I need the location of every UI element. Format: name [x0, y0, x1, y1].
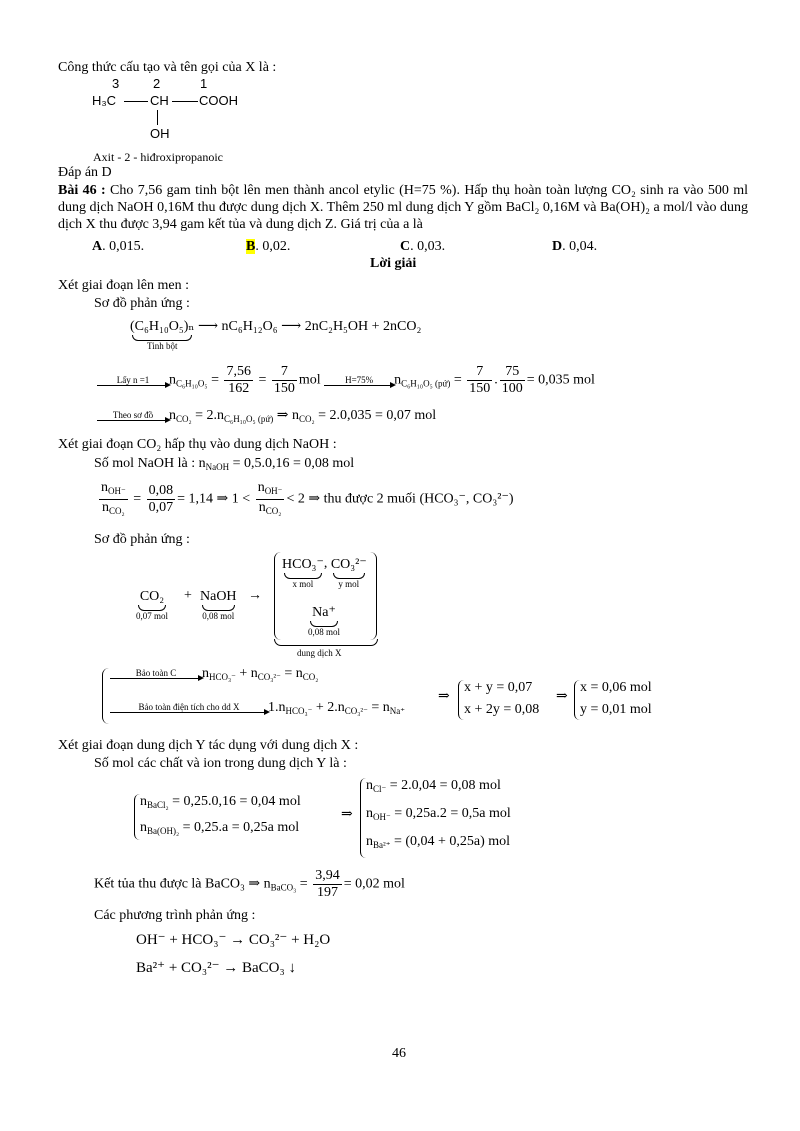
bond-c2-c1: [172, 101, 198, 102]
bacl2-mol: $n_{BaCl_2} = 0,25.0,16 = 0,04$ mol: [140, 794, 301, 810]
ba-mol: $n_{Ba^{2+}} = (0,04 + 0,25a)$ mol: [366, 834, 511, 850]
glucose: nC₆H₁₂O₆: [221, 319, 278, 334]
ethanol-co2: 2nC₂H₅OH + 2nCO₂: [304, 319, 422, 334]
bond-c3-c2: [124, 101, 148, 102]
problem-label: Bài 46 :: [58, 183, 106, 198]
problem-statement: [58, 182, 748, 233]
carbon-number-2: 2: [153, 76, 161, 91]
solution-y: y = 0,01 mol: [580, 702, 652, 717]
reaction-1: OH⁻ + HCO₃⁻ → CO₃²⁻ + H₂O: [136, 932, 331, 948]
solution-title: Lời giải: [370, 256, 417, 271]
bond-c2-oh: [157, 110, 158, 125]
starch-underbrace: (C₆H₁₀O₅)ₙ Tinh bột: [130, 319, 195, 351]
equation-system-2: x + 2y = 0,08: [464, 702, 540, 717]
precipitate-calc: Kết tủa thu được là BaCO₃ ⇒ $n_{BaCO_3}$ = $\frac{3,94}{197}$ = 0,02 mol: [94, 868, 405, 900]
charge-conservation: Bảo toàn điện tích cho dd X $1.n_{HCO_3^-} + 2.n_{CO_3^{2-}} = n_{Na^+}$: [110, 700, 405, 717]
compound-name: Axit - 2 - hiđroxipropanoic: [93, 150, 223, 164]
stage1-scheme-label: Sơ đồ phản ứng :: [94, 296, 190, 311]
stage3-title: Xét giai đoạn dung dịch Y tác dụng với dung dịch X :: [58, 738, 359, 753]
reaction-2: Ba²⁺ + CO₃²⁻ → BaCO₃ ↓: [136, 960, 296, 976]
option-b: B. 0,02.: [246, 239, 291, 254]
carbon-number-3: 3: [112, 76, 120, 91]
equation-system-1: x + y = 0,07: [464, 680, 533, 695]
co2-underbrace: CO₂ 0,07 mol: [136, 589, 169, 621]
solution-x-label: dung dịch X: [297, 648, 342, 658]
baoh2-mol: $n_{Ba(OH)_2} = 0,25.a = 0,25a$ mol: [140, 820, 300, 836]
stage2-scheme-label: Sơ đồ phản ứng :: [94, 532, 190, 547]
ion-mol-label: Số mol các chất và ion trong dung dịch Y là :: [94, 756, 347, 771]
solution-x: x = 0,06 mol: [580, 680, 652, 695]
oh-mol: $n_{OH^-} = 0,25a.2 = 0,5a$ mol: [366, 806, 511, 822]
naoh-underbrace: NaOH 0,08 mol: [200, 589, 237, 621]
stage1-title: Xét giai đoạn lên men :: [58, 278, 190, 293]
group-cooh: COOH: [199, 93, 238, 108]
reactions-label: Các phương trình phản ứng :: [94, 908, 256, 923]
group-h3c: H₃C: [92, 93, 117, 108]
problem-text: Cho 7,56 gam tinh bột lên men thành ancol etylic (H=75 %). Hấp thụ hoàn toàn lượng CO₂ sinh ra vào 500 ml dung dịch NaOH 0,16M thu được dung dịch X. Thêm 250 ml dung dịch Y gồm BaCl₂ 0,16M và Ba(OH)₂ a mol/l vào dung dịch X thu được 3,94 gam kết tủa và dung dịch Z. Giá trị của a là: [58, 183, 748, 232]
cl-mol: $n_{Cl^-} = 2.0,04 = 0,08$ mol: [366, 778, 501, 794]
group-oh: OH: [150, 126, 170, 141]
group-ch: CH: [150, 93, 169, 108]
option-a: A. 0,015.: [92, 239, 145, 254]
na-underbrace: Na⁺ 0,08 mol: [308, 605, 341, 637]
intro-text: Công thức cấu tạo và tên gọi của X là :: [58, 60, 277, 75]
page-number: 46: [392, 1046, 406, 1061]
previous-answer: Đáp án D: [58, 165, 112, 180]
ratio-calc: $\frac{n_{OH^-}}{n_{CO_2}}$ = $\frac{0,08}{0,07}$ = 1,14 ⇒ 1 < $\frac{n_{OH^-}}{n_{CO_2}}$ < 2 ⇒ thu được 2 muối (HCO₃⁻, CO₃²⁻): [101, 480, 514, 516]
carbon-number-1: 1: [200, 76, 208, 91]
stage2-title: Xét giai đoạn CO₂ hấp thụ vào dung dịch NaOH :: [58, 437, 337, 452]
option-d: D. 0,04.: [552, 239, 598, 254]
starch-mol-calc: Lấy n =1 $n_{C_6H_{10}O_5}$ = $\frac{7,56}{162}$ = $\frac{7}{150}$ mol H=75% $n_{C_6H_{10}O_5 (pứ)}$ = $\frac{7}{150}$ . $\frac{75}{100}$ = 0,035 mol: [97, 364, 595, 397]
fermentation-scheme: (C₆H₁₀O₅)ₙ Tinh bột ⟶ nC₆H₁₂O₆ ⟶ 2nC₂H₅OH + 2nCO₂: [130, 319, 422, 351]
co2-mol-calc: Theo sơ đồ $n_{CO_2} = 2.n_{C_6H_{10}O_5 (pứ)}$ ⇒ $n_{CO_2} = 2.0,035 = 0,07$ mol: [97, 407, 436, 424]
option-c: C. 0,03.: [400, 239, 446, 254]
hco3-underbrace: HCO₃⁻ x mol , CO₃²⁻ y mol: [282, 556, 367, 589]
naoh-mol: Số mol NaOH là : $n_{NaOH} = 0,5.0,16 = 0,08$ mol: [94, 456, 355, 472]
carbon-conservation: Bảo toàn C $n_{HCO_3^-} + n_{CO_3^{2-}} = n_{CO_2}$: [110, 666, 318, 683]
